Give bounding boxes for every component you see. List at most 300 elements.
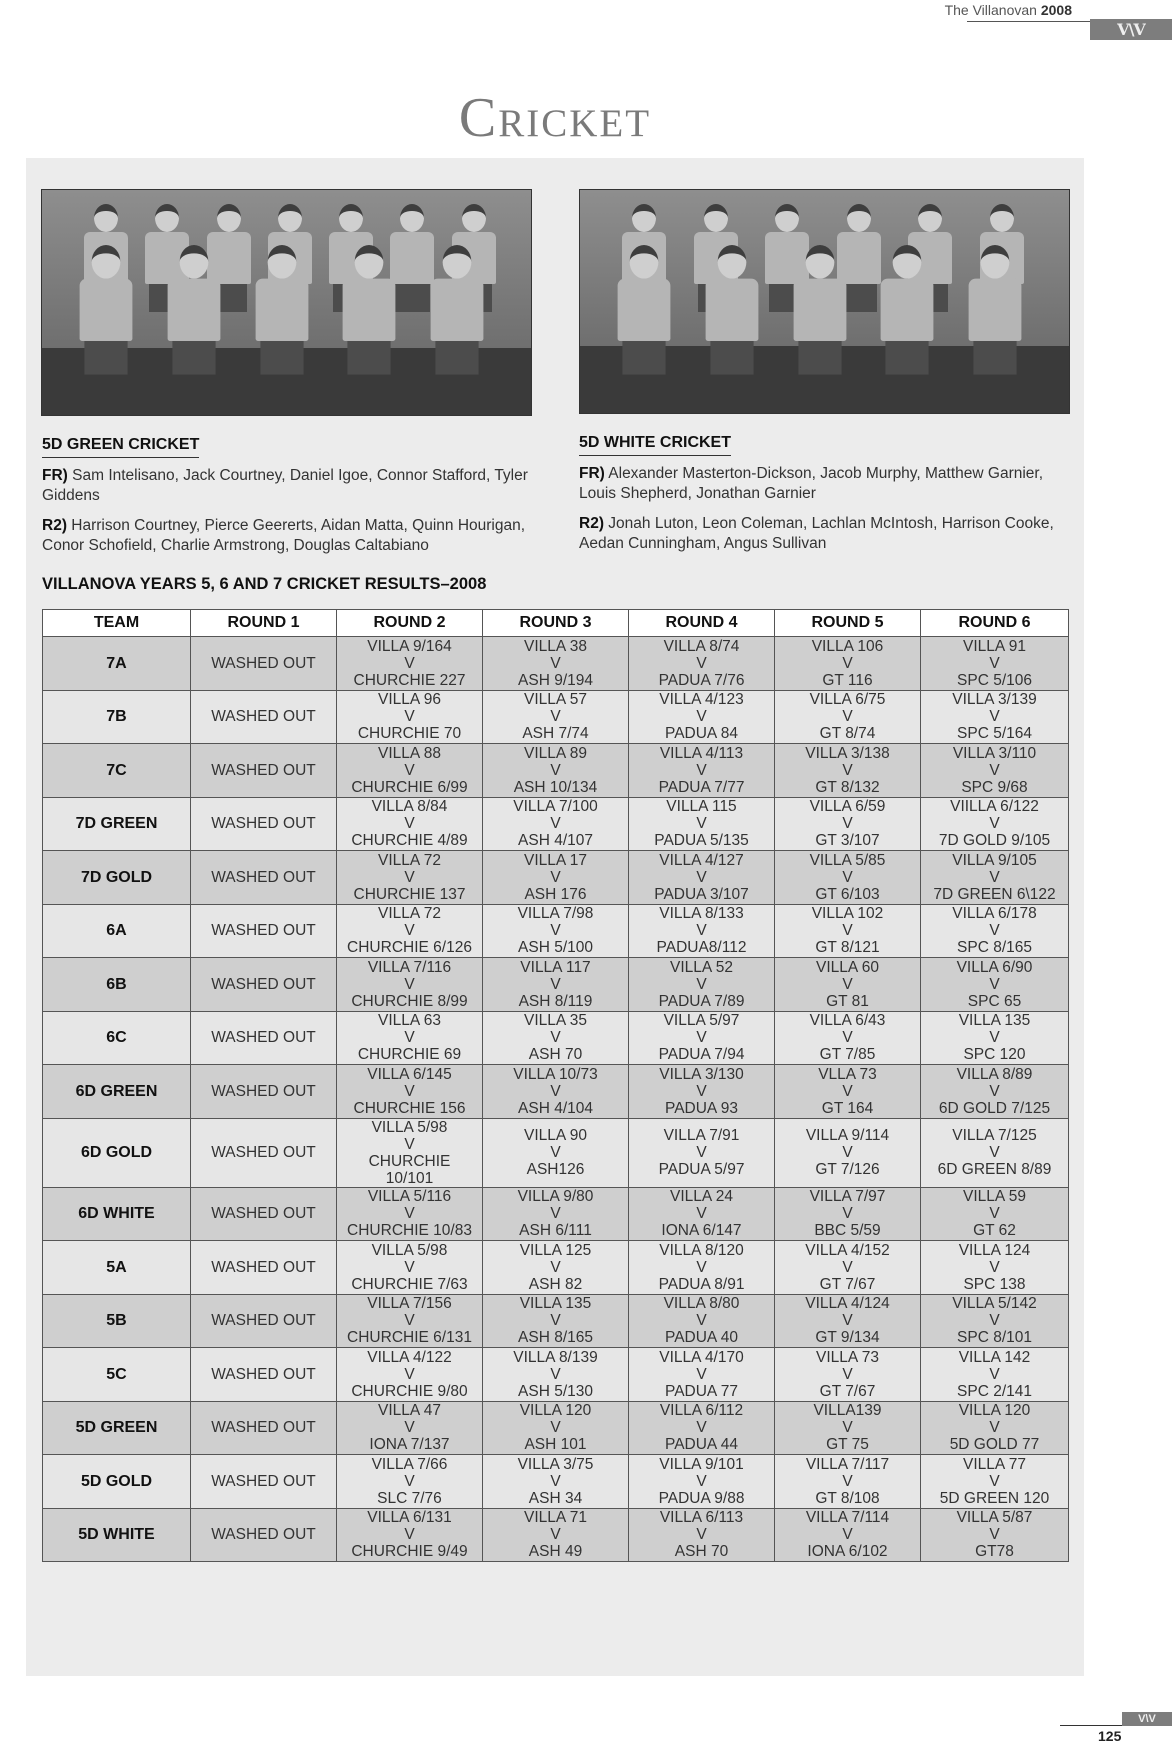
- match-result-cell: [629, 744, 775, 798]
- match-result-cell: [921, 851, 1069, 905]
- match-line: 5D GREEN 120: [939, 1489, 1050, 1507]
- match-line: IONA 6/102: [807, 1543, 888, 1561]
- match-result-cell: [337, 1065, 483, 1119]
- page-number: 125: [1098, 1728, 1122, 1744]
- match-line: VILLA 6/75: [809, 691, 886, 709]
- match-line: V: [989, 1419, 1000, 1437]
- match-line: VILLA 9/105: [952, 851, 1037, 869]
- match-line: ASH 70: [674, 1543, 729, 1561]
- match-line: VILLA 6/59: [809, 798, 886, 816]
- match-line: CHURCHIE 70: [357, 725, 462, 743]
- team-cell: 6D WHITE: [43, 1187, 191, 1241]
- match-line: GT 7/126: [815, 1161, 880, 1178]
- match-line: V: [550, 1144, 561, 1161]
- boy-figure: [703, 245, 761, 401]
- page-title: Cricket: [458, 87, 652, 149]
- match-result-cell: [337, 1401, 483, 1455]
- boy-figure: [878, 245, 936, 401]
- match-line: VILLA 8/139: [513, 1348, 598, 1366]
- match-line: VILLA 35: [524, 1012, 587, 1030]
- match-line: VILLA139: [813, 1402, 882, 1420]
- round-1-cell: WASHED OUT: [191, 958, 337, 1012]
- match-result-cell: [921, 744, 1069, 798]
- match-line: 5D GOLD 77: [949, 1436, 1040, 1454]
- match-line: V: [842, 1526, 853, 1544]
- match-line: V: [989, 1526, 1000, 1544]
- match-result-cell: [921, 1348, 1069, 1402]
- match-line: ASH 9/194: [518, 671, 593, 689]
- match-line: VILLA 60: [816, 958, 879, 976]
- match-line: V: [989, 1365, 1000, 1383]
- match-line: VILLA 7/98: [517, 905, 594, 923]
- match-line: VILLA 9/101: [659, 1455, 744, 1473]
- match-line: CHURCHIE 9/80: [351, 1382, 468, 1400]
- match-line: VILLA 3/139: [952, 691, 1037, 709]
- match-result-cell: [775, 744, 921, 798]
- match-result-cell: [921, 1401, 1069, 1455]
- match-line: VILLA 6/112: [659, 1402, 744, 1420]
- match-line: V: [404, 1029, 415, 1047]
- match-line: PADUA 93: [665, 1099, 738, 1117]
- match-result-cell: [629, 1348, 775, 1402]
- match-line: VILLA 4/124: [805, 1295, 890, 1313]
- match-result-cell: [921, 1241, 1069, 1295]
- boy-figure: [791, 245, 849, 401]
- match-line: VILLA 7/117: [805, 1455, 890, 1473]
- match-result-cell: [775, 690, 921, 744]
- match-line: VILLA 5/87: [956, 1509, 1033, 1527]
- match-line: ASH 6/111: [519, 1222, 592, 1240]
- match-line: PADUA 7/94: [658, 1046, 745, 1064]
- table-row: [43, 1118, 1069, 1187]
- match-line: CHURCHIE 6/99: [351, 778, 468, 796]
- match-result-cell: [337, 1508, 483, 1562]
- match-result-cell: [629, 1118, 775, 1187]
- match-result-cell: [921, 637, 1069, 691]
- results-table: [42, 609, 1069, 1562]
- match-line: PADUA 77: [665, 1382, 738, 1400]
- match-result-cell: [483, 1294, 629, 1348]
- boy-figure: [165, 245, 223, 401]
- match-line: VILLA 4/113: [659, 744, 744, 762]
- match-line: VILLA 90: [524, 1127, 587, 1144]
- team-cell: 5D GOLD: [43, 1455, 191, 1509]
- second-row-names: R2) Harrison Courtney, Pierce Geererts, Aidan Matta, Quinn Hourigan, Conor Schofield, Charlie Armstrong, Douglas Caltabiano: [42, 517, 526, 554]
- boy-figure: [615, 245, 673, 401]
- table-row: [43, 1294, 1069, 1348]
- match-line: ASH 5/130: [518, 1382, 593, 1400]
- match-line: PADUA 5/97: [658, 1161, 745, 1178]
- publication-title: [945, 2, 1072, 18]
- match-line: V: [989, 654, 1000, 672]
- match-line: GT 8/132: [815, 778, 880, 796]
- match-line: V: [842, 1144, 853, 1161]
- match-result-cell: [337, 1118, 483, 1187]
- match-line: 7D GOLD 9/105: [938, 832, 1051, 850]
- round-1-cell: WASHED OUT: [191, 690, 337, 744]
- match-line: SPC 138: [963, 1275, 1026, 1293]
- match-line: VILLA 7/116: [367, 958, 452, 976]
- match-line: V: [550, 1205, 561, 1223]
- match-line: V: [404, 654, 415, 672]
- match-line: VILLA 135: [958, 1012, 1031, 1030]
- match-result-cell: [483, 1065, 629, 1119]
- match-line: V: [550, 975, 561, 993]
- match-line: V: [696, 868, 707, 886]
- match-line: GT 7/67: [819, 1275, 876, 1293]
- match-line: VILLA 71: [524, 1509, 587, 1527]
- match-line: PADUA 8/91: [658, 1275, 745, 1293]
- column-header: ROUND 1: [191, 610, 337, 637]
- table-row: [43, 851, 1069, 905]
- match-line: V: [550, 708, 561, 726]
- team-cell: 5D GREEN: [43, 1401, 191, 1455]
- match-line: ASH 7/74: [522, 725, 589, 743]
- round-1-cell: WASHED OUT: [191, 1118, 337, 1187]
- match-result-cell: [337, 1011, 483, 1065]
- round-1-cell: WASHED OUT: [191, 637, 337, 691]
- team-cell: 6D GOLD: [43, 1118, 191, 1187]
- team-cell: 7A: [43, 637, 191, 691]
- match-result-cell: [483, 958, 629, 1012]
- match-line: 7D GREEN 6\122: [933, 885, 1056, 903]
- match-line: VILLA 8/74: [663, 637, 740, 655]
- match-line: VILLA 8/89: [956, 1065, 1033, 1083]
- villanova-footer-logo-icon: V\V: [1122, 1712, 1172, 1726]
- match-line: VILLA 102: [811, 905, 884, 923]
- column-header: ROUND 3: [483, 610, 629, 637]
- match-line: V: [842, 815, 853, 833]
- match-line: VILLA 72: [378, 851, 441, 869]
- match-line: VILLA 7/91: [663, 1127, 740, 1144]
- column-header: ROUND 4: [629, 610, 775, 637]
- boy-figure: [340, 245, 398, 401]
- match-result-cell: [629, 1065, 775, 1119]
- round-1-cell: WASHED OUT: [191, 1187, 337, 1241]
- match-line: CHURCHIE 10/83: [347, 1222, 472, 1240]
- match-line: IONA 7/137: [369, 1436, 450, 1454]
- match-line: SLC 7/76: [377, 1489, 442, 1507]
- match-line: ASH 8/119: [518, 992, 593, 1010]
- match-result-cell: [921, 1455, 1069, 1509]
- match-line: V: [842, 1082, 853, 1100]
- match-line: VILLA 124: [958, 1241, 1031, 1259]
- team-caption-title: 5D WHITE CRICKET: [579, 433, 731, 456]
- match-line: V: [550, 1472, 561, 1490]
- match-line: VILLA 7/100: [513, 798, 598, 816]
- match-result-cell: [775, 1508, 921, 1562]
- match-line: ASH 34: [528, 1489, 583, 1507]
- round-1-cell: WASHED OUT: [191, 904, 337, 958]
- match-line: GT78: [975, 1543, 1014, 1561]
- match-line: CHURCHIE 8/99: [351, 992, 468, 1010]
- match-line: V: [404, 1258, 415, 1276]
- match-line: VILLA 9/80: [517, 1188, 594, 1206]
- match-line: VILLA 89: [524, 744, 587, 762]
- match-result-cell: [629, 690, 775, 744]
- match-line: PADUA 40: [665, 1329, 738, 1347]
- table-row: [43, 797, 1069, 851]
- match-line: V: [696, 1365, 707, 1383]
- match-line: 6D GREEN 8/89: [937, 1161, 1052, 1178]
- match-line: V: [842, 1419, 853, 1437]
- match-line: VILLA 8/84: [371, 798, 448, 816]
- round-1-cell: WASHED OUT: [191, 1294, 337, 1348]
- match-line: V: [696, 1029, 707, 1047]
- match-line: CHURCHIE 156: [353, 1099, 466, 1117]
- team-photo-5d-white: [579, 189, 1070, 414]
- match-line: ASH 4/107: [518, 832, 593, 850]
- match-line: V: [404, 1526, 415, 1544]
- match-line: VILLA 6/43: [809, 1012, 886, 1030]
- match-line: VILLA 8/120: [659, 1241, 744, 1259]
- match-line: V: [550, 1526, 561, 1544]
- match-line: VILLA 135: [519, 1295, 592, 1313]
- match-line: GT 164: [821, 1099, 874, 1117]
- round-1-cell: WASHED OUT: [191, 1065, 337, 1119]
- match-result-cell: [483, 1118, 629, 1187]
- match-result-cell: [775, 904, 921, 958]
- table-row: [43, 637, 1069, 691]
- match-line: V: [696, 708, 707, 726]
- match-line: VILLA 5/116: [367, 1188, 452, 1206]
- match-result-cell: [337, 797, 483, 851]
- match-line: V: [989, 1472, 1000, 1490]
- table-row: [43, 904, 1069, 958]
- match-line: ASH 176: [524, 885, 587, 903]
- match-line: V: [989, 1029, 1000, 1047]
- match-line: VILLA 117: [520, 958, 591, 976]
- front-row-names: FR) Alexander Masterton-Dickson, Jacob Murphy, Matthew Garnier, Louis Shepherd, Jonathan Garnier: [579, 465, 1044, 502]
- match-line: VILLA 142: [958, 1348, 1031, 1366]
- match-line: 6D GOLD 7/125: [938, 1099, 1051, 1117]
- match-line: VILLA 73: [816, 1348, 879, 1366]
- match-result-cell: [629, 797, 775, 851]
- team-cell: 5B: [43, 1294, 191, 1348]
- round-1-cell: WASHED OUT: [191, 851, 337, 905]
- team-cell: 6B: [43, 958, 191, 1012]
- match-result-cell: [775, 637, 921, 691]
- match-result-cell: [337, 1455, 483, 1509]
- match-line: VILLA 115: [666, 798, 737, 816]
- match-line: CHURCHIE 6/131: [347, 1329, 472, 1347]
- match-line: GT 8/121: [815, 939, 880, 957]
- match-line: ASH 101: [524, 1436, 587, 1454]
- match-line: V: [696, 1472, 707, 1490]
- match-line: CHURCHIE 4/89: [351, 832, 468, 850]
- match-line: V: [404, 815, 415, 833]
- match-line: V: [404, 1312, 415, 1330]
- table-row: [43, 1348, 1069, 1402]
- match-line: ASH 70: [528, 1046, 583, 1064]
- round-1-cell: WASHED OUT: [191, 1508, 337, 1562]
- match-line: V: [989, 1082, 1000, 1100]
- match-result-cell: [775, 958, 921, 1012]
- match-line: V: [404, 1472, 415, 1490]
- match-result-cell: [921, 904, 1069, 958]
- match-line: VILLA 3/110: [952, 744, 1037, 762]
- column-header: ROUND 5: [775, 610, 921, 637]
- match-line: V: [842, 708, 853, 726]
- match-line: V: [550, 815, 561, 833]
- match-result-cell: [337, 744, 483, 798]
- match-line: SPC 9/68: [961, 778, 1028, 796]
- match-result-cell: [629, 1401, 775, 1455]
- table-row: [43, 690, 1069, 744]
- match-line: VILLA 5/97: [663, 1012, 740, 1030]
- round-1-cell: WASHED OUT: [191, 797, 337, 851]
- match-line: VILLA 106: [811, 637, 884, 655]
- table-row: [43, 1187, 1069, 1241]
- match-line: V: [989, 815, 1000, 833]
- match-line: SPC 120: [963, 1046, 1026, 1064]
- match-line: V: [404, 1419, 415, 1437]
- match-result-cell: [629, 1187, 775, 1241]
- match-result-cell: [483, 1011, 629, 1065]
- match-line: IONA 6/147: [661, 1222, 742, 1240]
- match-line: V: [989, 1144, 1000, 1161]
- team-cell: 7D GREEN: [43, 797, 191, 851]
- match-line: V: [404, 868, 415, 886]
- match-line: V: [842, 1029, 853, 1047]
- match-line: VILLA 91: [963, 637, 1026, 655]
- match-line: V: [404, 1365, 415, 1383]
- match-line: VIILLA 6/122: [950, 798, 1039, 816]
- table-row: [43, 1508, 1069, 1562]
- match-result-cell: [921, 797, 1069, 851]
- match-line: V: [696, 761, 707, 779]
- team-cell: 6C: [43, 1011, 191, 1065]
- match-line: GT 116: [822, 671, 873, 689]
- publication-year: 2008: [1040, 2, 1072, 18]
- boy-figure: [428, 245, 486, 401]
- match-line: 10/101: [385, 1169, 434, 1187]
- match-result-cell: [337, 851, 483, 905]
- team-cell: 5A: [43, 1241, 191, 1295]
- match-result-cell: [483, 851, 629, 905]
- column-header: TEAM: [43, 610, 191, 637]
- match-result-cell: [337, 904, 483, 958]
- match-result-cell: [629, 637, 775, 691]
- match-line: VILLA 9/114: [805, 1127, 890, 1144]
- match-line: V: [550, 1419, 561, 1437]
- match-result-cell: [775, 851, 921, 905]
- team-cell: 5D WHITE: [43, 1508, 191, 1562]
- match-line: VILLA 96: [378, 691, 441, 709]
- match-line: SPC 5/164: [957, 725, 1032, 743]
- match-result-cell: [337, 958, 483, 1012]
- team-caption-5d-white: [579, 433, 1059, 564]
- match-line: VILLA 6/178: [952, 905, 1037, 923]
- match-result-cell: [483, 744, 629, 798]
- match-line: VILLA 4/122: [367, 1348, 452, 1366]
- match-result-cell: [775, 1011, 921, 1065]
- match-result-cell: [775, 1187, 921, 1241]
- match-line: PADUA 3/107: [654, 885, 749, 903]
- match-result-cell: [629, 958, 775, 1012]
- table-row: [43, 1241, 1069, 1295]
- match-line: GT 8/108: [815, 1489, 880, 1507]
- match-line: PADUA 44: [665, 1436, 738, 1454]
- match-line: PADUA 7/77: [658, 778, 745, 796]
- match-line: VILLA 6/145: [367, 1065, 452, 1083]
- match-line: V: [404, 708, 415, 726]
- match-line: V: [842, 1312, 853, 1330]
- match-result-cell: [921, 690, 1069, 744]
- match-result-cell: [921, 1294, 1069, 1348]
- match-line: CHURCHIE 227: [353, 671, 466, 689]
- match-result-cell: [629, 1294, 775, 1348]
- match-line: SPC 8/101: [957, 1329, 1032, 1347]
- match-line: VILLA 6/131: [367, 1509, 452, 1527]
- match-line: GT 81: [826, 992, 869, 1010]
- column-header: ROUND 6: [921, 610, 1069, 637]
- match-result-cell: [921, 1065, 1069, 1119]
- match-line: V: [989, 1205, 1000, 1223]
- match-line: VILLA 9/164: [367, 637, 452, 655]
- match-result-cell: [483, 797, 629, 851]
- match-line: V: [404, 1135, 415, 1153]
- match-line: V: [842, 761, 853, 779]
- match-line: V: [842, 1258, 853, 1276]
- match-line: ASH 8/165: [518, 1329, 593, 1347]
- boy-figure: [253, 245, 311, 401]
- match-line: SPC 5/106: [957, 671, 1032, 689]
- match-result-cell: [483, 1241, 629, 1295]
- match-line: CHURCHIE 9/49: [351, 1543, 468, 1561]
- match-line: ASH126: [526, 1161, 585, 1178]
- boy-figure: [966, 245, 1024, 401]
- match-line: PADUA 7/76: [658, 671, 745, 689]
- match-line: V: [550, 922, 561, 940]
- match-line: V: [842, 922, 853, 940]
- match-line: PADUA 9/88: [658, 1489, 745, 1507]
- match-result-cell: [483, 1401, 629, 1455]
- match-line: V: [696, 1205, 707, 1223]
- match-line: VILLA 3/130: [659, 1065, 744, 1083]
- match-line: V: [696, 1312, 707, 1330]
- table-header-row: [43, 610, 1069, 637]
- match-line: V: [404, 761, 415, 779]
- match-line: PADUA 5/135: [654, 832, 749, 850]
- match-result-cell: [775, 1241, 921, 1295]
- match-line: GT 62: [973, 1222, 1016, 1240]
- match-result-cell: [775, 1401, 921, 1455]
- match-line: V: [550, 1258, 561, 1276]
- match-line: GT 3/107: [815, 832, 880, 850]
- results-table-title: VILLANOVA YEARS 5, 6 AND 7 CRICKET RESULTS–2008: [42, 575, 487, 593]
- match-line: V: [550, 1312, 561, 1330]
- match-result-cell: [775, 1455, 921, 1509]
- match-result-cell: [629, 1011, 775, 1065]
- match-line: V: [842, 868, 853, 886]
- match-result-cell: [483, 690, 629, 744]
- match-line: V: [696, 815, 707, 833]
- match-result-cell: [337, 1348, 483, 1402]
- match-line: VILLA 5/98: [371, 1118, 448, 1136]
- match-line: V: [842, 1205, 853, 1223]
- publication-name: The Villanovan: [944, 2, 1037, 18]
- match-line: GT 9/134: [815, 1329, 880, 1347]
- match-line: V: [696, 654, 707, 672]
- match-line: BBC 5/59: [814, 1222, 881, 1240]
- match-line: SPC 8/165: [957, 939, 1032, 957]
- match-result-cell: [921, 1011, 1069, 1065]
- match-result-cell: [483, 904, 629, 958]
- match-result-cell: [629, 851, 775, 905]
- match-line: V: [696, 1526, 707, 1544]
- match-line: VILLA 7/114: [805, 1509, 890, 1527]
